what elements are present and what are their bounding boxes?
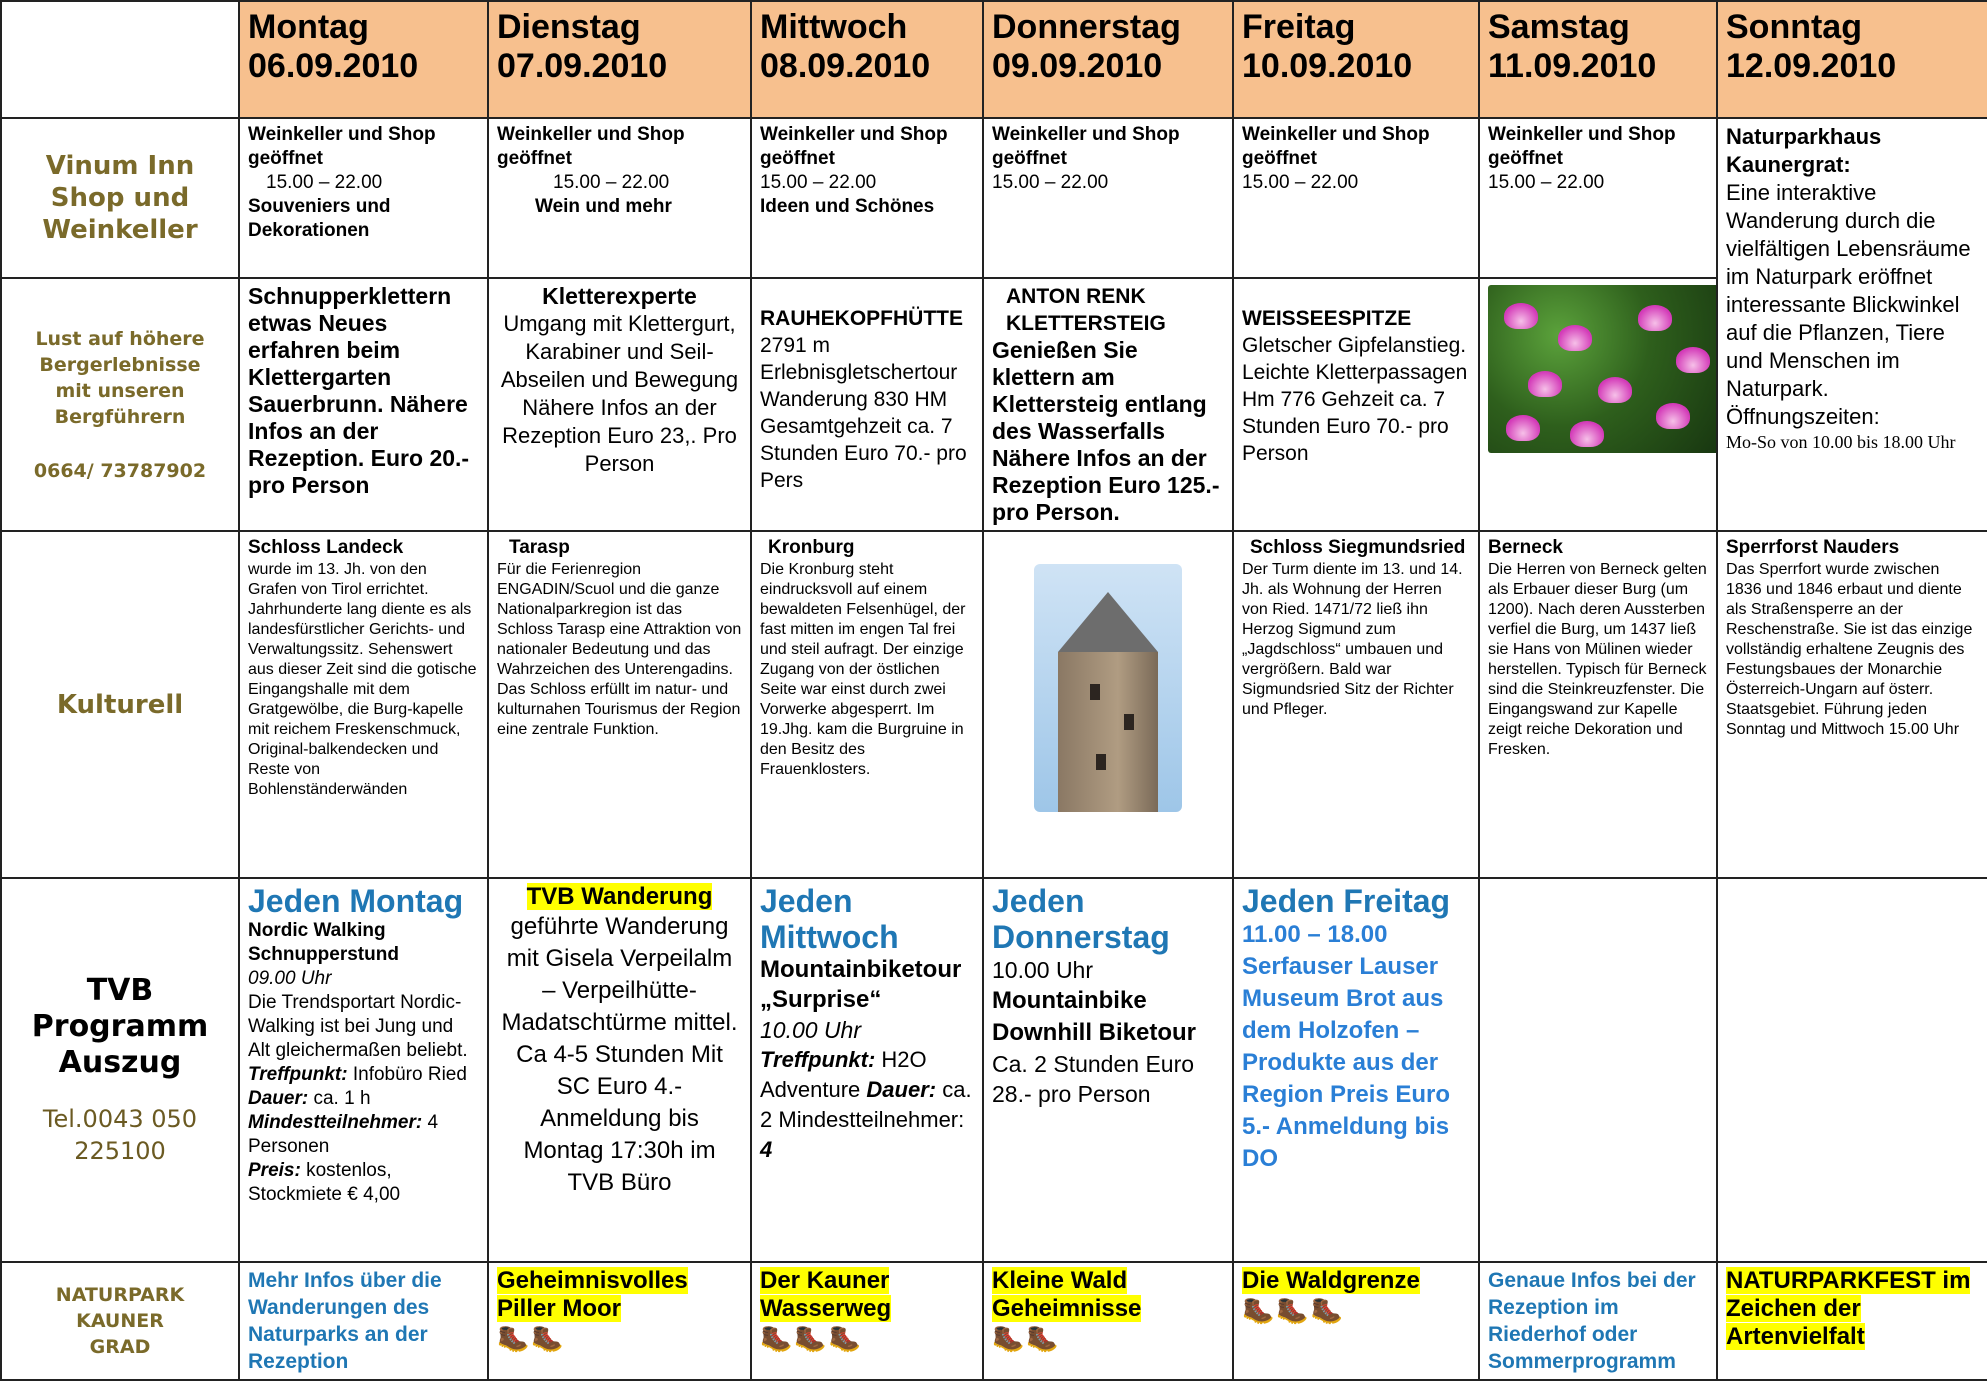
tvb-cell-sun [1717, 878, 1987, 1262]
naturpark-cell-tue: Geheimnisvolles Piller Moor 🥾🥾 [488, 1262, 751, 1380]
kultur-cell-sat: Berneck Die Herren von Berneck gelten als Erbauer dieser Burg (um 1200). Nach deren Aussterben verfiel die Burg, um 1437 ließ sie Hans von Mülinen wieder herstellen. Typisch für Berneck sind die Steinkreuzfenster. Die Eingangswand zur Kapelle zeigt reiche Dekoration und Fresken. [1479, 531, 1717, 878]
kultur-cell-tue: Tarasp Für die Ferienregion ENGADIN/Scuol und die ganze Nationalparkregion ist das Schloss Tarasp eine Attraktion von nationaler Bedeutung und das Wahrzeichen des Unterengadins. Das Schloss erfüllt im natur- und kulturnahen Tourismus der Region eine zentrale Funktion. [488, 531, 751, 878]
kultur-cell-fri: Schloss Siegmundsried Der Turm diente im 13. und 14. Jh. als Wohnung der Herren von Ried. 1471/72 ließ ihn Herzog Sigmund zum „Jagdschloss“ umbauen und vergrößern. Bald war Sigmundsried Sitz der Richter und Pfleger. [1233, 531, 1479, 878]
kultur-cell-sun: Sperrforst Nauders Das Sperrfort wurde zwischen 1836 und 1846 erbaut und diente als Straßensperre an der Reschenstraße. Sie ist das einzige vollständig erhaltene Zeugnis des Festungsbaues der Monarchie Österreich-Ungarn auf österr. Staatsgebiet. Führung jeden Sonntag und Mittwoch 15.00 Uhr [1717, 531, 1987, 878]
day-header-tue: Dienstag 07.09.2010 [488, 1, 751, 118]
row-label-kultur: Kulturell [1, 531, 239, 878]
vinum-cell-thu: Weinkeller und Shop geöffnet 15.00 – 22.00 [983, 118, 1233, 278]
day-header-row [1, 1, 1987, 118]
water-lily-image [1488, 285, 1717, 453]
kultur-cell-mon: Schloss Landeck wurde im 13. Jh. von den Grafen von Tirol errichtet. Jahrhunderte lang diente es als landesfürstlicher Gerichts- und Verwaltungssitz. Sehenswert aus dieser Zeit sind die gotische Eingangshalle mit dem Gratgewölbe, die Burg-kapelle mit reichem Freskenschmuck, Original-balkendecken und Reste von Bohlenständerwänden [239, 531, 488, 878]
naturpark-cell-fri: Die Waldgrenze 🥾🥾🥾 [1233, 1262, 1479, 1380]
corner-cell [1, 1, 239, 118]
tvb-cell-wed: Jeden Mittwoch Mountainbiketour „Surprise“ 10.00 Uhr Treffpunkt: H2O Adventure Dauer: ca. 2 Mindestteilnehmer: 4 [751, 878, 983, 1262]
naturpark-cell-thu: Kleine Wald Geheimnisse 🥾🥾 [983, 1262, 1233, 1380]
berg-cell-tue: Kletterexperte Umgang mit Klettergurt, Karabiner und Seil- Abseilen und Bewegung Nähere Infos an der Rezeption Euro 23,. Pro Person [488, 278, 751, 531]
naturpark-cell-sun: NATURPARKFEST im Zeichen der Artenvielfalt [1717, 1262, 1987, 1380]
berg-cell-thu: ANTON RENK KLETTERSTEIG Genießen Sie klettern am Klettersteig entlang des Wasserfalls Nähere Infos an der Rezeption Euro 125.- pro Person. [983, 278, 1233, 531]
naturpark-cell-sat: Genaue Infos bei der Rezeption im Riederhof oder Sommerprogramm [1479, 1262, 1717, 1380]
kultur-row [1, 531, 1987, 878]
tvb-row [1, 878, 1987, 1262]
row-label-berg: Lust auf höhere Bergerlebnisse mit unseren Bergführern 0664/ 73787902 [1, 278, 239, 531]
berg-row [1, 278, 1987, 531]
hiking-boots-icon: 🥾🥾 [497, 1323, 566, 1353]
day-header-wed: Mittwoch 08.09.2010 [751, 1, 983, 118]
castle-tower-image [1034, 564, 1182, 812]
naturparkhaus-cell-sun: Naturparkhaus Kaunergrat: Eine interaktive Wanderung durch die vielfältigen Lebensräume im Naturpark eröffnet interessante Blickwinkel auf die Pflanzen, Tiere und Menschen im Naturpark. Öffnungszeiten: Mo-So von 10.00 bis 18.00 Uhr [1717, 118, 1987, 531]
day-header-mon: Montag 06.09.2010 [239, 1, 488, 118]
hiking-boots-icon: 🥾🥾🥾 [760, 1323, 864, 1353]
naturpark-cell-mon: Mehr Infos über die Wanderungen des Naturparks an der Rezeption [239, 1262, 488, 1380]
vinum-cell-mon: Weinkeller und Shop geöffnet 15.00 – 22.00 Souveniers und Dekorationen [239, 118, 488, 278]
kultur-cell-wed: Kronburg Die Kronburg steht eindrucksvoll auf einem bewaldeten Felsenhügel, der fast mitten im engen Tal frei und steil aufragt. Der einzige Zugang von der östlichen Seite war einst durch zwei Vorwerke abgesperrt. Im 19.Jhg. kam die Burgruine in den Besitz des Frauenklosters. [751, 531, 983, 878]
day-header-fri: Freitag 10.09.2010 [1233, 1, 1479, 118]
tvb-cell-sat [1479, 878, 1717, 1262]
vinum-cell-tue: Weinkeller und Shop geöffnet 15.00 – 22.00 Wein und mehr [488, 118, 751, 278]
berg-cell-wed: RAUHEKOPFHÜTTE 2791 m Erlebnisgletschertour Wanderung 830 HM Gesamtgehzeit ca. 7 Stunden Euro 70.- pro Pers [751, 278, 983, 531]
day-header-sat: Samstag 11.09.2010 [1479, 1, 1717, 118]
kultur-cell-thu [983, 531, 1233, 878]
hiking-boots-icon: 🥾🥾🥾 [1242, 1295, 1346, 1325]
tvb-cell-fri: Jeden Freitag 11.00 – 18.00 Serfauser Lauser Museum Brot aus dem Holzofen – Produkte aus der Region Preis Euro 5.- Anmeldung bis DO [1233, 878, 1479, 1262]
vinum-row [1, 118, 1987, 278]
naturpark-row [1, 1262, 1987, 1380]
berg-cell-sat [1479, 278, 1717, 531]
row-label-tvb: TVB Programm Auszug Tel.0043 050 225100 [1, 878, 239, 1262]
berg-cell-mon: Schnupperklettern etwas Neues erfahren beim Klettergarten Sauerbrunn. Nähere Infos an der Rezeption. Euro 20.- pro Person [239, 278, 488, 531]
day-header-sun: Sonntag 12.09.2010 [1717, 1, 1987, 118]
row-label-naturpark: NATURPARK KAUNER GRAD [1, 1262, 239, 1380]
vinum-cell-wed: Weinkeller und Shop geöffnet 15.00 – 22.00 Ideen und Schönes [751, 118, 983, 278]
tvb-cell-tue: TVB Wanderung geführte Wanderung mit Gisela Verpeilalm – Verpeilhütte- Madatschtürme mittel. Ca 4-5 Stunden Mit SC Euro 4.- Anmeldung bis Montag 17:30h im TVB Büro [488, 878, 751, 1262]
vinum-cell-sat: Weinkeller und Shop geöffnet 15.00 – 22.00 [1479, 118, 1717, 278]
tvb-cell-mon: Jeden Montag Nordic Walking Schnupperstund 09.00 Uhr Die Trendsportart Nordic-Walking ist bei Jung und Alt gleichermaßen beliebt. Treffpunkt: Infobüro Ried Dauer: ca. 1 h Mindestteilnehmer: 4 Personen Preis: kostenlos, Stockmiete € 4,00 [239, 878, 488, 1262]
row-label-vinum: Vinum Inn Shop und Weinkeller [1, 118, 239, 278]
day-header-thu: Donnerstag 09.09.2010 [983, 1, 1233, 118]
tvb-cell-thu: Jeden Donnerstag 10.00 Uhr Mountainbike Downhill Biketour Ca. 2 Stunden Euro 28.- pro Person [983, 878, 1233, 1262]
berg-cell-fri: WEISSEESPITZE Gletscher Gipfelanstieg. Leichte Kletterpassagen Hm 776 Gehzeit ca. 7 Stunden Euro 70.- pro Person [1233, 278, 1479, 531]
hiking-boots-icon: 🥾🥾 [992, 1323, 1061, 1353]
naturpark-cell-wed: Der Kauner Wasserweg 🥾🥾🥾 [751, 1262, 983, 1380]
vinum-cell-fri: Weinkeller und Shop geöffnet 15.00 – 22.00 [1233, 118, 1479, 278]
